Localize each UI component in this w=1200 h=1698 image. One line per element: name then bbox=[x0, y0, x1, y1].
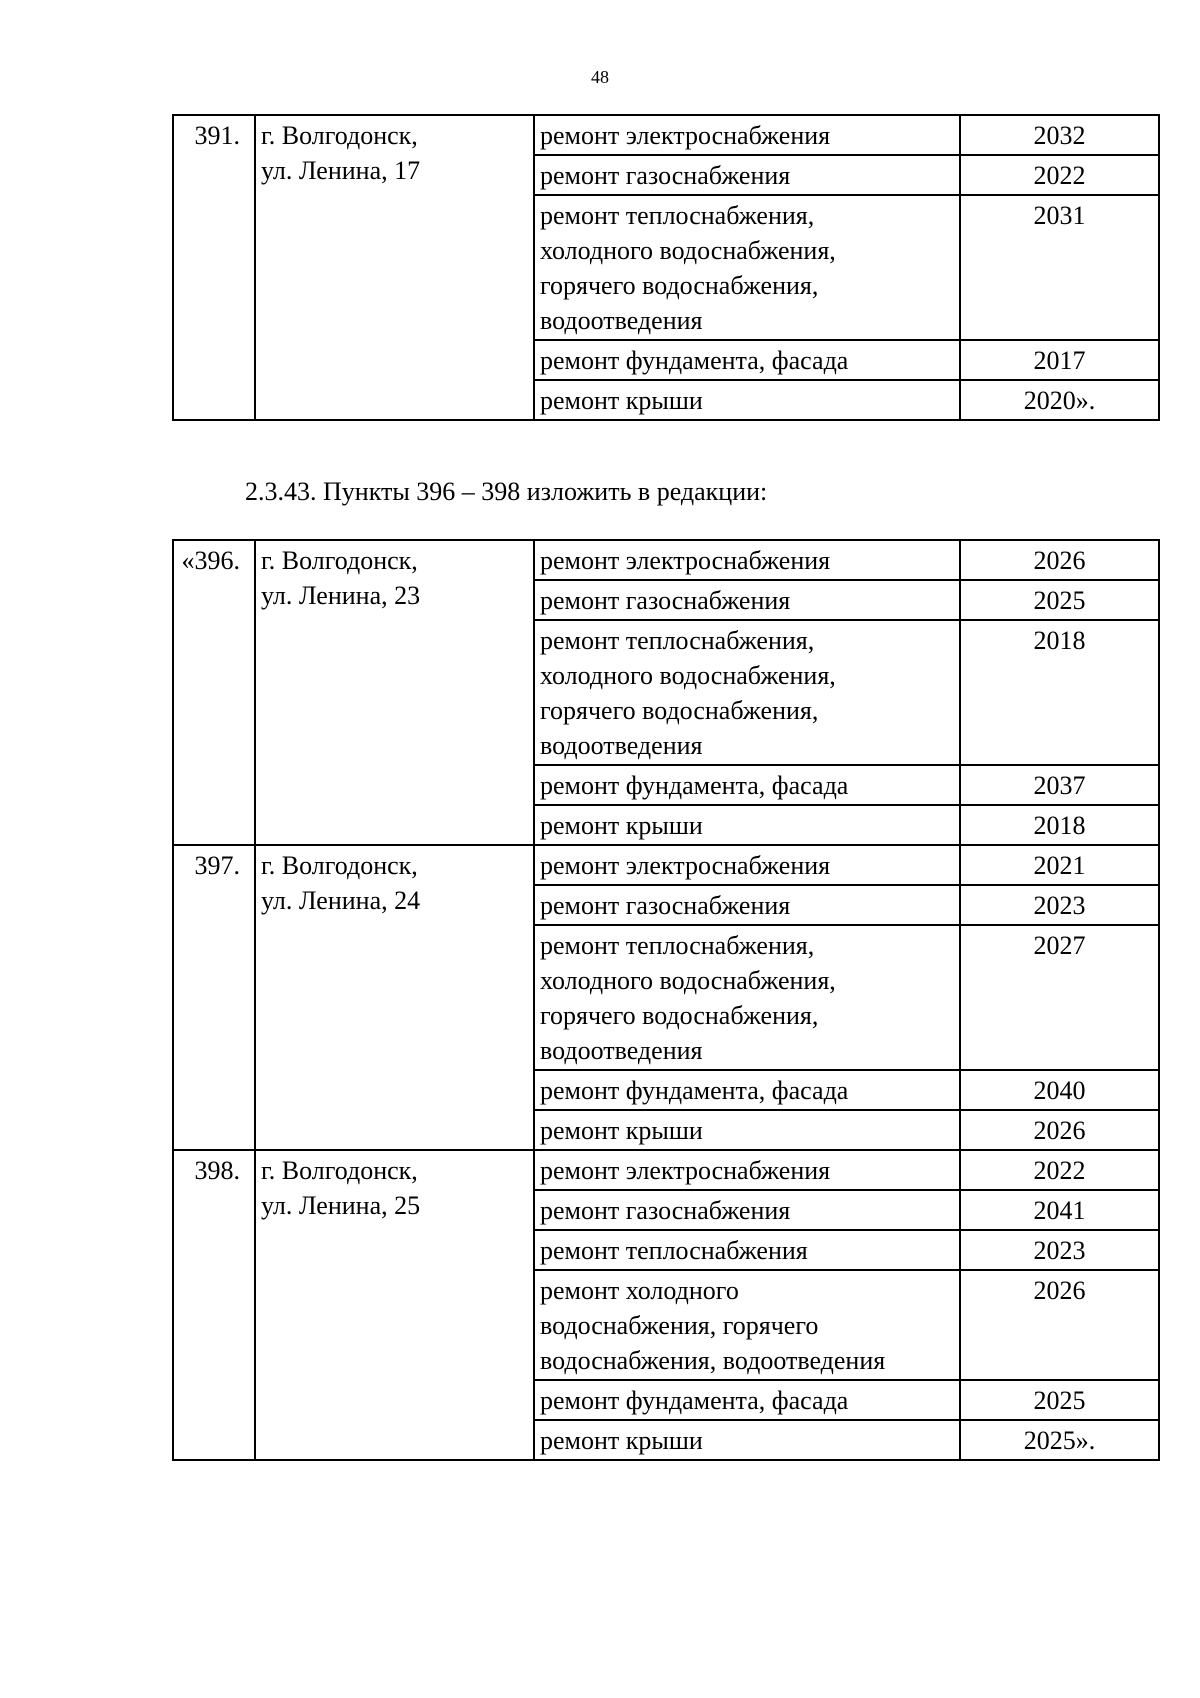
work-type-line: горячего водоснабжения, bbox=[540, 1001, 819, 1030]
address-line: ул. Ленина, 17 bbox=[261, 156, 421, 185]
work-type-line: ремонт газоснабжения bbox=[540, 586, 791, 615]
year-cell: 2032 bbox=[960, 115, 1159, 155]
work-type-cell bbox=[534, 340, 960, 380]
year-cell: 2026 bbox=[960, 1270, 1159, 1380]
year-cell: 2037 bbox=[960, 765, 1159, 805]
year-cell: 2026 bbox=[960, 540, 1159, 580]
work-type-line: холодного водоснабжения, bbox=[540, 661, 836, 690]
year-cell: 2018 bbox=[960, 805, 1159, 845]
address-cell bbox=[255, 845, 534, 1150]
work-type-line: ремонт крыши bbox=[540, 1426, 703, 1455]
work-type-line: ремонт холодного bbox=[540, 1276, 739, 1305]
year-cell: 2018 bbox=[960, 620, 1159, 765]
work-type-line: ремонт электроснабжения bbox=[540, 121, 831, 150]
work-type-line: ремонт теплоснабжения, bbox=[540, 201, 815, 230]
table-row bbox=[173, 1150, 1159, 1190]
work-type-line: ремонт теплоснабжения bbox=[540, 1236, 808, 1265]
work-type-line: водоснабжения, водоотведения bbox=[540, 1346, 886, 1375]
work-type-line: холодного водоснабжения, bbox=[540, 236, 836, 265]
work-type-cell bbox=[534, 540, 960, 580]
year-cell: 2025 bbox=[960, 580, 1159, 620]
year-cell: 2023 bbox=[960, 1230, 1159, 1270]
work-type-line: ремонт крыши bbox=[540, 1116, 703, 1145]
work-type-cell bbox=[534, 380, 960, 420]
year-cell: 2040 bbox=[960, 1070, 1159, 1110]
address-line: г. Волгодонск, bbox=[261, 546, 418, 575]
work-type-line: холодного водоснабжения, bbox=[540, 966, 836, 995]
address-line: г. Волгодонск, bbox=[261, 121, 418, 150]
item-number-cell: 391. bbox=[173, 115, 255, 420]
table-body bbox=[173, 115, 1159, 420]
address-line: г. Волгодонск, bbox=[261, 1156, 418, 1185]
address-cell bbox=[255, 115, 534, 420]
work-type-line: горячего водоснабжения, bbox=[540, 271, 819, 300]
repair-schedule-table-396-398 bbox=[172, 539, 1160, 1461]
work-type-cell bbox=[534, 1270, 960, 1380]
work-type-line: ремонт электроснабжения bbox=[540, 546, 831, 575]
work-type-cell bbox=[534, 1190, 960, 1230]
year-cell: 2041 bbox=[960, 1190, 1159, 1230]
work-type-cell bbox=[534, 620, 960, 765]
repair-schedule-table-391 bbox=[172, 114, 1160, 421]
work-type-line: ремонт электроснабжения bbox=[540, 851, 831, 880]
work-type-line: ремонт крыши bbox=[540, 386, 703, 415]
table-body bbox=[173, 540, 1159, 1460]
address-line: ул. Ленина, 24 bbox=[261, 886, 421, 915]
year-cell: 2017 bbox=[960, 340, 1159, 380]
year-cell: 2023 bbox=[960, 885, 1159, 925]
address-line: г. Волгодонск, bbox=[261, 851, 418, 880]
work-type-cell bbox=[534, 1230, 960, 1270]
work-type-cell bbox=[534, 1380, 960, 1420]
work-type-line: водоотведения bbox=[540, 306, 703, 335]
work-type-line: горячего водоснабжения, bbox=[540, 696, 819, 725]
year-cell: 2022 bbox=[960, 1150, 1159, 1190]
work-type-cell bbox=[534, 1420, 960, 1460]
address-cell bbox=[255, 1150, 534, 1460]
page-number: 48 bbox=[591, 67, 609, 87]
work-type-line: ремонт электроснабжения bbox=[540, 1156, 831, 1185]
work-type-cell bbox=[534, 1150, 960, 1190]
work-type-line: ремонт газоснабжения bbox=[540, 1196, 791, 1225]
year-cell: 2025 bbox=[960, 1380, 1159, 1420]
year-cell: 2027 bbox=[960, 925, 1159, 1070]
work-type-cell bbox=[534, 925, 960, 1070]
item-number-cell: 398. bbox=[173, 1150, 255, 1460]
table-row bbox=[173, 115, 1159, 155]
work-type-cell bbox=[534, 765, 960, 805]
work-type-cell bbox=[534, 805, 960, 845]
item-number-cell: 397. bbox=[173, 845, 255, 1150]
address-cell bbox=[255, 540, 534, 845]
work-type-line: ремонт теплоснабжения, bbox=[540, 626, 815, 655]
work-type-line: водоотведения bbox=[540, 731, 703, 760]
year-cell: 2022 bbox=[960, 155, 1159, 195]
work-type-cell bbox=[534, 885, 960, 925]
work-type-cell bbox=[534, 1070, 960, 1110]
amendment-paragraph: 2.3.43. Пункты 396 – 398 изложить в редакции: bbox=[245, 477, 768, 506]
table-row bbox=[173, 845, 1159, 885]
year-cell: 2031 bbox=[960, 195, 1159, 340]
year-cell: 2026 bbox=[960, 1110, 1159, 1150]
work-type-line: водоотведения bbox=[540, 1036, 703, 1065]
year-cell: 2021 bbox=[960, 845, 1159, 885]
work-type-cell bbox=[534, 845, 960, 885]
address-line: ул. Ленина, 23 bbox=[261, 581, 421, 610]
item-number-cell: «396. bbox=[173, 540, 255, 845]
work-type-cell bbox=[534, 155, 960, 195]
work-type-cell bbox=[534, 1110, 960, 1150]
work-type-line: ремонт крыши bbox=[540, 811, 703, 840]
work-type-line: ремонт фундамента, фасада bbox=[540, 771, 849, 800]
year-cell: 2025». bbox=[960, 1420, 1159, 1460]
work-type-cell bbox=[534, 195, 960, 340]
work-type-line: водоснабжения, горячего bbox=[540, 1311, 819, 1340]
work-type-cell bbox=[534, 115, 960, 155]
work-type-cell bbox=[534, 580, 960, 620]
year-cell: 2020». bbox=[960, 380, 1159, 420]
work-type-line: ремонт газоснабжения bbox=[540, 161, 791, 190]
address-line: ул. Ленина, 25 bbox=[261, 1191, 421, 1220]
work-type-line: ремонт фундамента, фасада bbox=[540, 346, 849, 375]
work-type-line: ремонт фундамента, фасада bbox=[540, 1386, 849, 1415]
table-row bbox=[173, 540, 1159, 580]
work-type-line: ремонт газоснабжения bbox=[540, 891, 791, 920]
work-type-line: ремонт фундамента, фасада bbox=[540, 1076, 849, 1105]
work-type-line: ремонт теплоснабжения, bbox=[540, 931, 815, 960]
